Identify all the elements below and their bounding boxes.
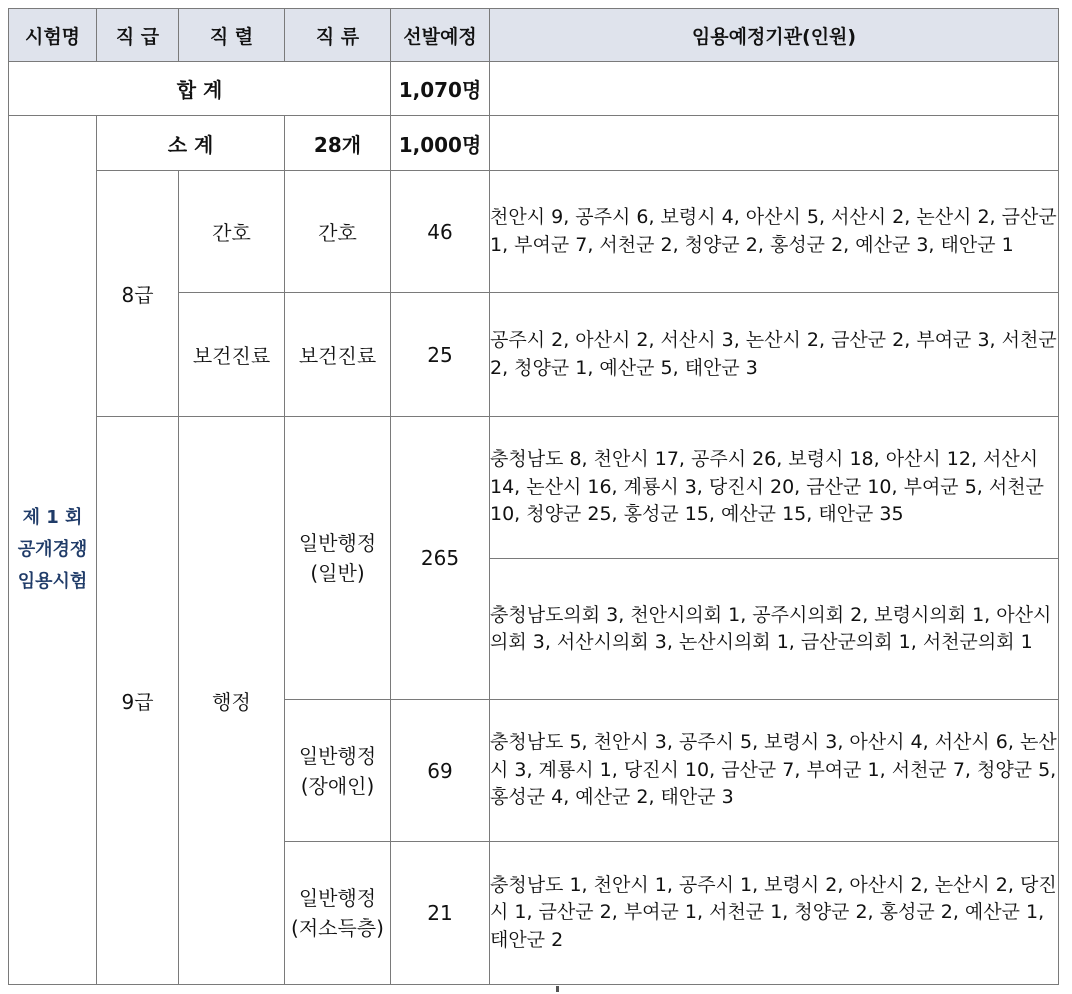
header-institutions: 임용예정기관(인원) [490,9,1059,62]
institutions-cell: 충청남도 1, 천안시 1, 공주시 1, 보령시 2, 아산시 2, 논산시 2, 당진시 1, 금산군 2, 부여군 1, 서천군 1, 청양군 2, 홍성군 2, 예산군 1, 태안군 2 [490,842,1059,985]
class-cell [285,417,391,700]
grade-cell: 8급 [97,171,179,417]
planned-cell: 25 [391,293,490,417]
series-cell: 간호 [179,171,285,293]
subtotal-label: 소 계 [97,116,285,171]
header-grade: 직 급 [97,9,179,62]
institutions-council-cell: 충청남도의회 3, 천안시의회 1, 공주시의회 2, 보령시의회 1, 아산시의회 3, 서산시의회 3, 논산시의회 1, 금산군의회 1, 서천군의회 1 [490,559,1059,700]
class-cell [285,842,391,985]
class-cell: 보건진료 [285,293,391,417]
total-label: 합 계 [9,62,391,116]
planned-cell: 21 [391,842,490,985]
total-planned: 1,070명 [391,62,490,116]
class-line2: (저소득층) [291,916,384,940]
class-line1: 일반행정 [298,743,377,768]
class-cell [285,700,391,842]
table-row [9,417,1059,559]
header-row [9,9,1059,62]
class-line1: 일반행정 [298,886,377,910]
class-cell: 간호 [285,171,391,293]
planned-cell: 46 [391,171,490,293]
series-cell: 보건진료 [179,293,285,417]
series-cell: 행정 [179,417,285,985]
institutions-cell: 충청남도 8, 천안시 17, 공주시 26, 보령시 18, 아산시 12, 서산시 14, 논산시 16, 계룡시 3, 당진시 20, 금산군 10, 부여군 5, 서천군 10, 청양군 25, 홍성군 15, 예산군 15, 태안군 35 [490,417,1059,559]
total-row [9,62,1059,116]
page-edge-mark [556,986,559,992]
header-planned: 선발예정 [391,9,490,62]
class-line2: (장애인) [300,773,375,798]
header-class: 직 류 [285,9,391,62]
class-cell-label [299,741,376,801]
subtotal-planned: 1,000명 [391,116,490,171]
class-line2: (일반) [310,561,365,585]
institutions-cell: 천안시 9, 공주시 6, 보령시 4, 아산시 5, 서산시 2, 논산시 2, 금산군 1, 부여군 7, 서천군 2, 청양군 2, 홍성군 2, 예산군 3, 태안군 1 [490,171,1059,293]
exam-name-line3: 임용시험 [17,571,88,592]
recruitment-table [8,8,1059,985]
header-exam: 시험명 [9,9,97,62]
class-cell-label [299,528,376,588]
table-row [9,171,1059,293]
class-cell-label [291,883,384,943]
grade-cell: 9급 [97,417,179,985]
institutions-cell: 공주시 2, 아산시 2, 서산시 3, 논산시 2, 금산군 2, 부여군 3, 서천군 2, 청양군 1, 예산군 5, 태안군 3 [490,293,1059,417]
exam-name-cell [9,116,97,985]
subtotal-row [9,116,1059,171]
class-line1: 일반행정 [298,531,377,555]
header-series: 직 렬 [179,9,285,62]
subtotal-institutions [490,116,1059,171]
planned-cell: 69 [391,700,490,842]
exam-name-line2: 공개경쟁 [17,539,88,560]
planned-cell: 265 [391,417,490,700]
subtotal-class-count: 28개 [285,116,391,171]
institutions-cell: 충청남도 5, 천안시 3, 공주시 5, 보령시 3, 아산시 4, 서산시 6, 논산시 3, 계룡시 1, 당진시 10, 금산군 7, 부여군 1, 서천군 7, 청양군 5, 홍성군 4, 예산군 2, 태안군 3 [490,700,1059,842]
exam-name-line1: 제 1 회 [22,507,83,528]
total-institutions [490,62,1059,116]
